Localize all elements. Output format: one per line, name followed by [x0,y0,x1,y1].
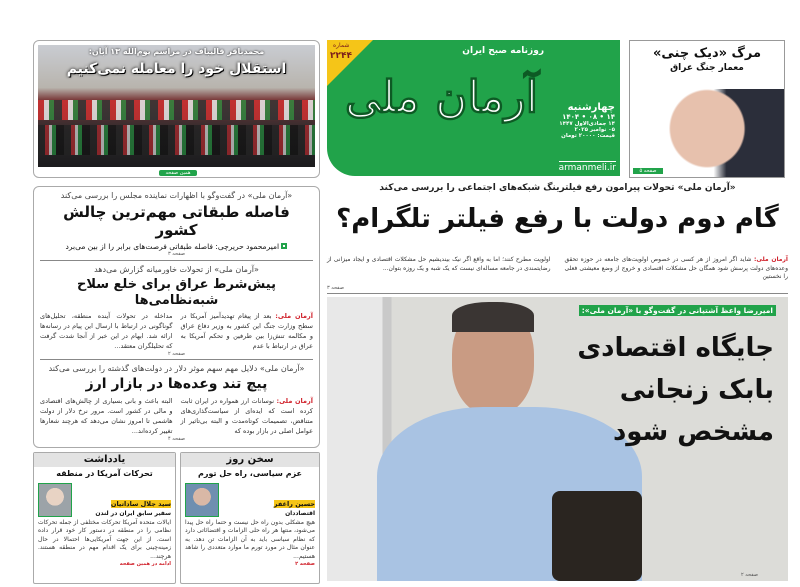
main-col1 [565,256,789,282]
story-2-col2: مداخله در تحولات آینده منطقه، تحلیل‌های گوناگونی در ارتباط با ارسال این پیام در رسانه‌ها ارائه شد. ابهام در این خبر از آنجا شدت گرفت که تحلیلگران معتقد... [40,312,173,351]
story-1-kicker: «آرمان ملی» در گفت‌وگو با اظهارات نماینده مجلس را بررسی می‌کند [60,191,293,200]
cheney-page: صفحه ۵ [633,168,663,174]
byline: آرمان ملی: [754,256,788,263]
date-block [549,102,615,139]
stories-box [33,186,320,448]
main-page: صفحه ۳ [327,285,344,291]
story-1-page: صفحه ۳ [168,251,185,257]
column-sokhan-rooz[interactable] [180,452,320,584]
story-3-text1: نوسانات ارز همواره در ایران ثابت کرده است که ایده‌ای از سیاست‌گذاری‌های متناقض، تصمیمات کوتاه‌مدت و البته بی‌تاثیر از عوامل اصلی در بازار بوده که [180,396,313,435]
story-3-kicker: «آرمان ملی» دلایل مهم سهم موثر دلار در دولت‌های گذشته را بررسی می‌کند [48,364,305,374]
story-3-col2: البته باعث و بانی بسیاری از چالش‌های اقتصادی و مالی در کشور است. مرور نرخ دلار از دولت هاشمی تا امروز نشان می‌دهد که هرچند شعارها تغییر کرده‌اند... [40,396,173,435]
date-lunar: ۱۴ جمادی‌الاول ۱۴۴۷ [559,121,615,127]
column-2-title: عزم سیاسی، راه حل تورم [197,469,303,478]
story-1-lead: امیرمحمود حریرچی: فاصله طبقاتی فرصت‌های برابر را از بین می‌برد [65,242,280,251]
main-col2: اولویت مطرح کنند؛ اما به واقع اگر نیک بیندیشیم حل مشکلات اقتصادی و ایجاد میزانی از رضایتمندی در جامعه مساله‌ای نیست که یک شبه و یک روزه بتوان... [327,256,551,272]
cheney-title: مرگ «دیک چنی» [653,46,761,61]
photo-story-kicker: محمدباقر قالیباف در مراسم یوم‌الله ۱۳ آبان: [88,47,265,56]
story-2-text1: بعد از پیغام تهدیدآمیز آمریکا در سطح وزارت جنگ این کشور به وزیر دفاع عراق و مکالمه تنش‌زا بین طرفین و تحکم آمریکا به عراق در ارتباط با عدم [180,312,313,351]
column-2-page: صفحه ۲ [295,561,315,568]
column-1-title: تحرکات آمریکا در منطقه [56,469,153,478]
interview-kicker: امیررضا واعظ آشتیانی در گفت‌وگو با «آرمان ملی»: [579,305,776,316]
interview-feature[interactable] [327,297,788,581]
column-yaddasht[interactable] [33,452,176,584]
story-3-headline[interactable]: پیچ تند وعده‌ها در بازار ارز [85,376,268,393]
tagline: روزنامه صبح ایران [462,46,544,56]
divider [327,293,788,294]
photo-story[interactable] [33,40,320,178]
cheney-photo [656,89,784,177]
divider [40,260,313,261]
byline: آرمان ملی: [276,396,313,405]
column-1-role: سفیر سابق ایران در لندن [95,509,171,517]
headline-line: بابک زنجانی [619,375,774,405]
column-2-author: حسین راغفر [273,499,315,508]
headline-line: جایگاه اقتصادی [577,333,774,363]
column-2-role: اقتصاددان [285,509,315,517]
story-2-kicker: «آرمان ملی» از تحولات خاورمیانه گزارش می‌دهد [94,265,259,274]
photo-story-page: همین صفحه [159,170,197,176]
story-2-page: صفحه ۲ [168,351,185,358]
story-1-headline[interactable]: فاصله طبقاتی مهم‌ترین چالش کشور [63,203,290,239]
cheney-box[interactable] [629,40,785,178]
story-2-headline[interactable]: پیش‌شرط عراق برای خلع سلاح شبه‌نظامی‌ها [76,277,276,308]
story-3-col1 [181,396,314,436]
masthead[interactable] [327,40,620,176]
headline-line: مشخص شود [612,417,774,447]
author-photo [185,483,219,517]
main-body [327,256,788,282]
date-solar: ۱۴ • ۰۸ • ۱۴۰۴ [562,113,615,121]
issue-number: ۲۲۴۴ [330,51,352,61]
date-gregorian: ۰۵ نوامبر ۲۰۲۵ [574,127,615,133]
story-3-page: صفحه ۴ [168,435,185,442]
issue-label: شماره [333,42,350,49]
main-headline[interactable]: گام دوم دولت با رفع فیلتر تلگرام؟ [336,204,779,234]
column-1-author: سید جلال ساداتیان [110,499,171,508]
interview-headline[interactable] [574,327,774,453]
main-text1: شاید اگر امروز از هر کسی در خصوص اولویت‌های جامعه در حوزه تحقق وعده‌های دولت پرسش شود همگان حل مشکلات اقتصادی و خروج از وضع معیشتی فعلی را نخستین [564,256,788,280]
bullet-icon [281,243,287,249]
interview-page: صفحه ۲ [741,572,758,578]
story-1-lead-row [40,242,313,251]
main-kicker: «آرمان ملی» تحولات پیرامون رفع فیلترینگ شبکه‌های اجتماعی را بررسی می‌کند [379,183,736,193]
column-2-text: هیچ مشکلی بدون راه حل نیست و حتما راه حل پیدا می‌شود، منتها هر راه حلی الزامات و اقتضائاتی دارد که نظام سیاسی باید به آن الزامات تن دهد. به عنوان مثال در مورد تورم ما موارد متعددی را شاهد هستیم... [185,518,315,560]
divider [40,359,313,360]
column-1-section: یادداشت [34,453,175,467]
story-2-col1 [181,311,314,351]
byline: آرمان ملی: [275,312,313,321]
cheney-subtitle: معمار جنگ عراق [670,62,744,73]
weekday: چهارشنبه [567,102,615,113]
price: قیمت: ۲۰۰۰۰ تومان [561,133,615,139]
column-1-text: ایالات متحده آمریکا تحرکات مختلفی از جمله تحرکات نظامی را در منطقه در دستور کار خود قرار داده است. از این جهت آمریکایی‌ها احتمالا در حال زمینه‌چینی برای یک اقدام مهم در منطقه هستند. هرچند... [38,518,171,560]
website-link[interactable]: armanmeli.ir [558,163,616,173]
column-2-section: سخن روز [181,453,319,467]
newspaper-logo: آرمان ملی [345,72,538,123]
photo-story-title: استقلال خود را معامله نمی‌کنیم [66,61,287,77]
column-1-page: ادامه در همین صفحه [119,561,171,568]
author-photo [38,483,72,517]
